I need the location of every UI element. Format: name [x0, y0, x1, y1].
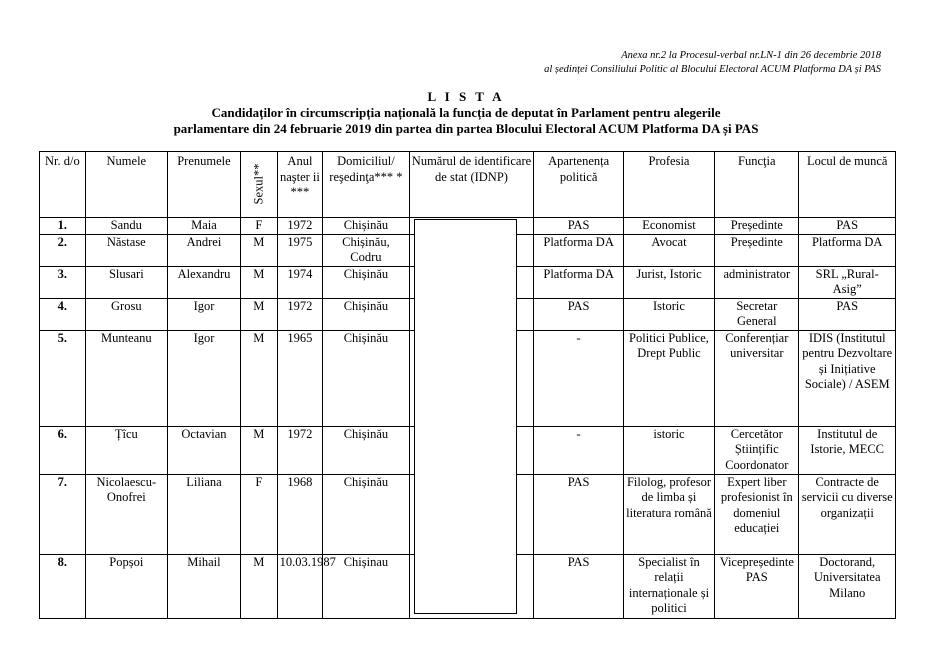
cell-profesia: Economist — [623, 218, 714, 235]
cell-profesia: Istoric — [623, 298, 714, 330]
cell-apartenenta: Platforma DA — [534, 234, 623, 266]
cell-profesia: Filolog, profesor de limba și literatura română — [623, 474, 714, 554]
cell-profesia: Politici Publice, Drept Public — [623, 330, 714, 426]
cell-anul: 1972 — [277, 298, 323, 330]
cell-numele: Grosu — [85, 298, 167, 330]
cell-sexul: M — [241, 554, 278, 618]
cell-domiciliul: Chișinău — [323, 298, 409, 330]
document-title — [0, 89, 932, 137]
cell-domiciliul: Chișinău — [323, 218, 409, 235]
cell-profesia: Jurist, Istoric — [623, 266, 714, 298]
cell-sexul: F — [241, 218, 278, 235]
annex-header — [544, 49, 881, 77]
cell-nr: 2. — [40, 234, 86, 266]
cell-prenumele: Igor — [167, 330, 240, 426]
cell-functia: Cercetător Științific Coordonator — [715, 426, 799, 474]
cell-numele: Slusari — [85, 266, 167, 298]
header-sexul — [241, 152, 278, 218]
header-domiciliul: Domiciliul/ reşedinţa*** * — [323, 152, 409, 218]
cell-anul: 1968 — [277, 474, 323, 554]
header-numele: Numele — [85, 152, 167, 218]
cell-sexul: M — [241, 298, 278, 330]
cell-locul: Doctorand, Universitatea Milano — [799, 554, 896, 618]
cell-profesia: istoric — [623, 426, 714, 474]
cell-nr: 5. — [40, 330, 86, 426]
cell-functia: Vicepreședinte PAS — [715, 554, 799, 618]
cell-functia: administrator — [715, 266, 799, 298]
title-line-1: Candidaților în circumscripția națională la funcția de deputat în Parlament pentru alegerile — [211, 105, 721, 120]
cell-apartenenta: PAS — [534, 298, 623, 330]
cell-sexul: M — [241, 426, 278, 474]
cell-nr: 4. — [40, 298, 86, 330]
cell-nr: 7. — [40, 474, 86, 554]
cell-functia: Conferențiar universitar — [715, 330, 799, 426]
header-sexul-label: Sexul** — [251, 163, 266, 205]
cell-numele: Năstase — [85, 234, 167, 266]
cell-domiciliul: Chișinău — [323, 330, 409, 426]
cell-prenumele: Liliana — [167, 474, 240, 554]
cell-locul: IDIS (Institutul pentru Dezvoltare și Inițiative Sociale) / ASEM — [799, 330, 896, 426]
header-nr: Nr. d/o — [40, 152, 86, 218]
cell-sexul: M — [241, 234, 278, 266]
cell-numele: Munteanu — [85, 330, 167, 426]
cell-apartenenta: - — [534, 426, 623, 474]
cell-domiciliul: Chișinău, Codru — [323, 234, 409, 266]
cell-prenumele: Alexandru — [167, 266, 240, 298]
title-line-2: parlamentare din 24 februarie 2019 din partea din partea Blocului Electoral ACUM Platforma DA și PAS — [173, 121, 759, 136]
cell-functia: Expert liber profesionist în domeniul educației — [715, 474, 799, 554]
cell-numele: Sandu — [85, 218, 167, 235]
cell-functia: Președinte — [715, 234, 799, 266]
cell-functia: Președinte — [715, 218, 799, 235]
cell-anul: 1975 — [277, 234, 323, 266]
header-locul: Locul de muncă — [799, 152, 896, 218]
cell-prenumele: Octavian — [167, 426, 240, 474]
cell-locul: PAS — [799, 298, 896, 330]
cell-nr: 3. — [40, 266, 86, 298]
cell-nr: 1. — [40, 218, 86, 235]
header-idnp: Numărul de identificare de stat (IDNP) — [409, 152, 534, 218]
cell-prenumele: Andrei — [167, 234, 240, 266]
title-main: L I S T A — [427, 89, 505, 104]
cell-domiciliul: Chișinău — [323, 426, 409, 474]
cell-apartenenta: PAS — [534, 554, 623, 618]
cell-locul: Platforma DA — [799, 234, 896, 266]
cell-locul: SRL „Rural-Asig” — [799, 266, 896, 298]
cell-nr: 8. — [40, 554, 86, 618]
cell-prenumele: Maia — [167, 218, 240, 235]
cell-numele: Nicolaescu-Onofrei — [85, 474, 167, 554]
cell-numele: Țîcu — [85, 426, 167, 474]
cell-sexul: M — [241, 330, 278, 426]
cell-apartenenta: Platforma DA — [534, 266, 623, 298]
cell-profesia: Avocat — [623, 234, 714, 266]
cell-apartenenta: PAS — [534, 474, 623, 554]
idnp-redaction-box — [414, 219, 517, 614]
cell-domiciliul: Chișinău — [323, 474, 409, 554]
annex-line-1: Anexa nr.2 la Procesul-verbal nr.LN-1 din 26 decembrie 2018 — [621, 50, 881, 61]
cell-profesia: Specialist în relații internaționale și politici — [623, 554, 714, 618]
cell-locul: PAS — [799, 218, 896, 235]
annex-line-2: al ședinței Consiliului Politic al Blocului Electoral ACUM Platforma DA și PAS — [544, 64, 881, 75]
cell-numele: Popșoi — [85, 554, 167, 618]
cell-locul: Contracte de servicii cu diverse organizații — [799, 474, 896, 554]
header-profesia: Profesia — [623, 152, 714, 218]
cell-apartenenta: PAS — [534, 218, 623, 235]
cell-sexul: M — [241, 266, 278, 298]
cell-anul: 10.03.1987 — [277, 554, 323, 618]
header-prenumele: Prenumele — [167, 152, 240, 218]
cell-anul: 1974 — [277, 266, 323, 298]
table-header-row — [40, 152, 896, 218]
cell-anul: 1965 — [277, 330, 323, 426]
cell-nr: 6. — [40, 426, 86, 474]
cell-domiciliul: Chișinău — [323, 266, 409, 298]
cell-locul: Institutul de Istorie, MECC — [799, 426, 896, 474]
cell-prenumele: Mihail — [167, 554, 240, 618]
header-apartenenta: Apartenența politică — [534, 152, 623, 218]
cell-functia: Secretar General — [715, 298, 799, 330]
header-anul: Anul naşter ii *** — [277, 152, 323, 218]
cell-apartenenta: - — [534, 330, 623, 426]
cell-prenumele: Igor — [167, 298, 240, 330]
cell-anul: 1972 — [277, 426, 323, 474]
header-functia: Funcţia — [715, 152, 799, 218]
cell-domiciliul: Chișinau — [323, 554, 409, 618]
cell-anul: 1972 — [277, 218, 323, 235]
cell-sexul: F — [241, 474, 278, 554]
